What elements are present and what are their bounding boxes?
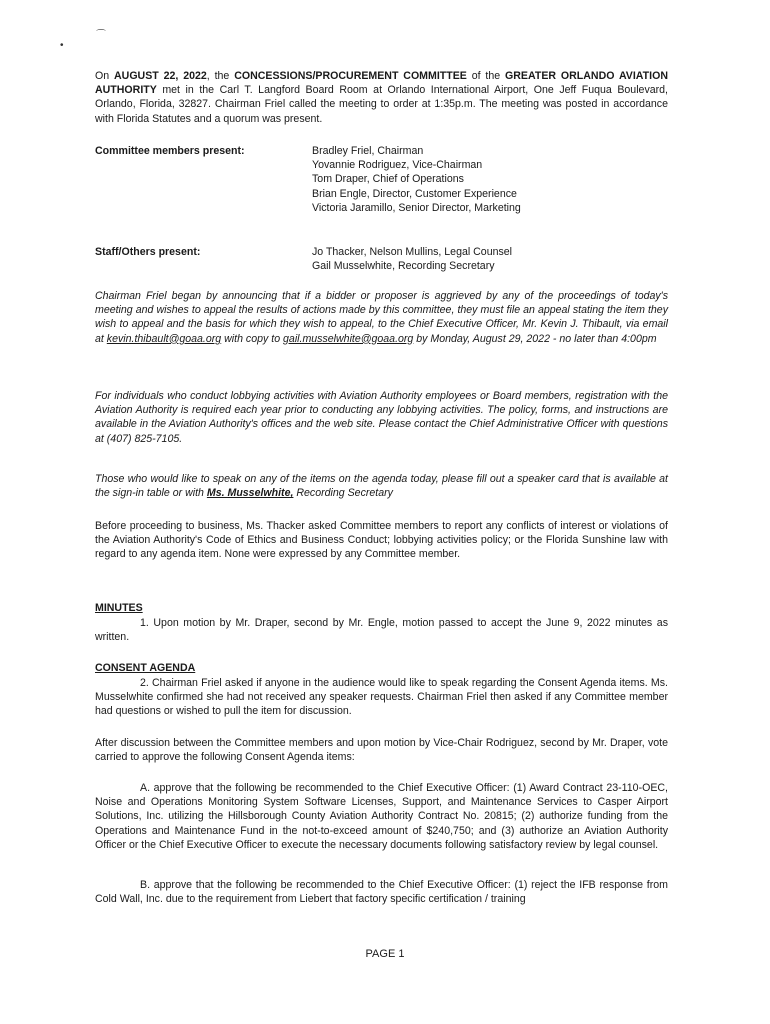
- scan-mark-left: •: [60, 40, 64, 51]
- minutes-item: 1. Upon motion by Mr. Draper, second by Mr. Engle, motion passed to accept the June 9, 2022 minutes as written.: [95, 617, 668, 644]
- consent-item-b: B. approve that the following be recommended to the Chief Executive Officer: (1) reject the IFB response from Cold Wall, Inc. due to the requirement from Liebert that factory specific certification / training: [95, 879, 668, 906]
- consent-item-a: A. approve that the following be recommended to the Chief Executive Officer: (1) Award Contract 23-110-OEC, Noise and Operations Monitoring System Software Licenses, Support, and Maintenance Services to Casper Airport Solutions, Inc. utilizing the Hillsborough County Aviation Authority Contract No. 20815; (2) authorize funding from the Operations and Maintenance Fund in the not-to-exceed amount of $240,750; and (3) authorize an Aviation Authority Officer or the Chief Executive Officer to execute the necessary documents following satisfactory review by legal counsel.: [95, 782, 668, 851]
- meeting-date: AUGUST 22, 2022: [114, 70, 207, 82]
- staff-name: Gail Musselwhite, Recording Secretary: [312, 260, 495, 273]
- ceo-email-link[interactable]: kevin.thibault@goaa.org: [106, 332, 222, 345]
- intro-text-4: met in the Carl T. Langford Board Room at Orlando International Airport, One Jeff Fuqua Boulevard, Orlando, Florida, 32827. Chairman Friel called the meeting to order at 1:35p.m. The meeting was posted in accordance with Florida Statutes and a quorum was present.: [95, 84, 668, 125]
- intro-text-2: , the: [206, 70, 235, 82]
- appeal-deadline: by Monday, August 29, 2022 - no later than 4:00pm: [413, 332, 657, 345]
- speakers-end: Recording Secretary: [293, 487, 393, 500]
- members-label: Committee members present:: [95, 145, 245, 157]
- staff-list: [312, 245, 512, 273]
- scan-mark-top: ⌒: [96, 30, 106, 41]
- appeal-mid-text: with copy to: [221, 332, 284, 345]
- conflicts-paragraph: Before proceeding to business, Ms. Thacker asked Committee members to report any conflicts of interest or violations of the Aviation Authority's Code of Ethics and Business Conduct; lobbying activities policy; or the Florida Sunshine law with regard to any agenda item. None were expressed by any Committee member.: [95, 520, 668, 561]
- appeal-text: Chairman Friel began by announcing that if a bidder or proposer is aggrieved by any of the proceedings of today's meeting and wishes to appeal the results of actions made by this committee, they must file an appeal stating the item they wish to appeal and the basis for which they wish to appeal, to the Chief Executive Officer, Mr. Kevin J. Thibault, via email at: [95, 290, 668, 345]
- page-number: PAGE 1: [365, 948, 405, 960]
- lobbying-paragraph: For individuals who conduct lobbying activities with Aviation Authority employees or Board members, registration with the Aviation Authority is required each year prior to conducting any lobbying activities. The policy, forms, and instructions are available in the Aviation Authority's offices and the web site. Please contact the Chief Administrative Officer with questions at (407) 825-7105.: [95, 390, 668, 445]
- consent-item-2: 2. Chairman Friel asked if anyone in the audience would like to speak regarding the Consent Agenda items. Ms. Musselwhite confirmed she had not received any speaker requests. Chairman Friel then asked if any Committee member had questions or wished to pull the item for discussion.: [95, 677, 668, 718]
- intro-text-3: of the: [466, 70, 506, 82]
- authority-name: GREATER ORLANDO AVIATION AUTHORITY: [95, 70, 668, 97]
- consent-after-paragraph: After discussion between the Committee members and upon motion by Vice-Chair Rodriguez, second by Mr. Draper, vote carried to approve the following Consent Agenda items:: [95, 737, 668, 764]
- staff-label: Staff/Others present:: [95, 246, 201, 258]
- secretary-email-link[interactable]: gail.musselwhite@goaa.org: [283, 332, 414, 345]
- staff-name: Jo Thacker, Nelson Mullins, Legal Counsel: [312, 246, 513, 258]
- member-name: Bradley Friel, Chairman: [312, 145, 424, 157]
- member-name: Tom Draper, Chief of Operations: [312, 173, 464, 186]
- committee-name: CONCESSIONS/PROCUREMENT COMMITTEE: [234, 70, 467, 82]
- appeal-paragraph: [95, 289, 668, 346]
- member-name: Brian Engle, Director, Customer Experience: [312, 187, 517, 200]
- consent-agenda-heading: CONSENT AGENDA: [95, 662, 196, 674]
- member-name: Yovannie Rodriguez, Vice-Chairman: [312, 159, 483, 172]
- member-name: Victoria Jaramillo, Senior Director, Marketing: [312, 201, 521, 214]
- intro-text-1: On: [95, 70, 115, 82]
- speakers-text: Those who would like to speak on any of the items on the agenda today, please fill out a speaker card that is available at the sign-in table or with: [95, 473, 668, 500]
- speakers-paragraph: [95, 472, 668, 500]
- secretary-name: Ms. Musselwhite,: [206, 487, 294, 500]
- intro-paragraph: [95, 69, 668, 126]
- members-list: [312, 144, 521, 215]
- minutes-heading: MINUTES: [95, 602, 143, 614]
